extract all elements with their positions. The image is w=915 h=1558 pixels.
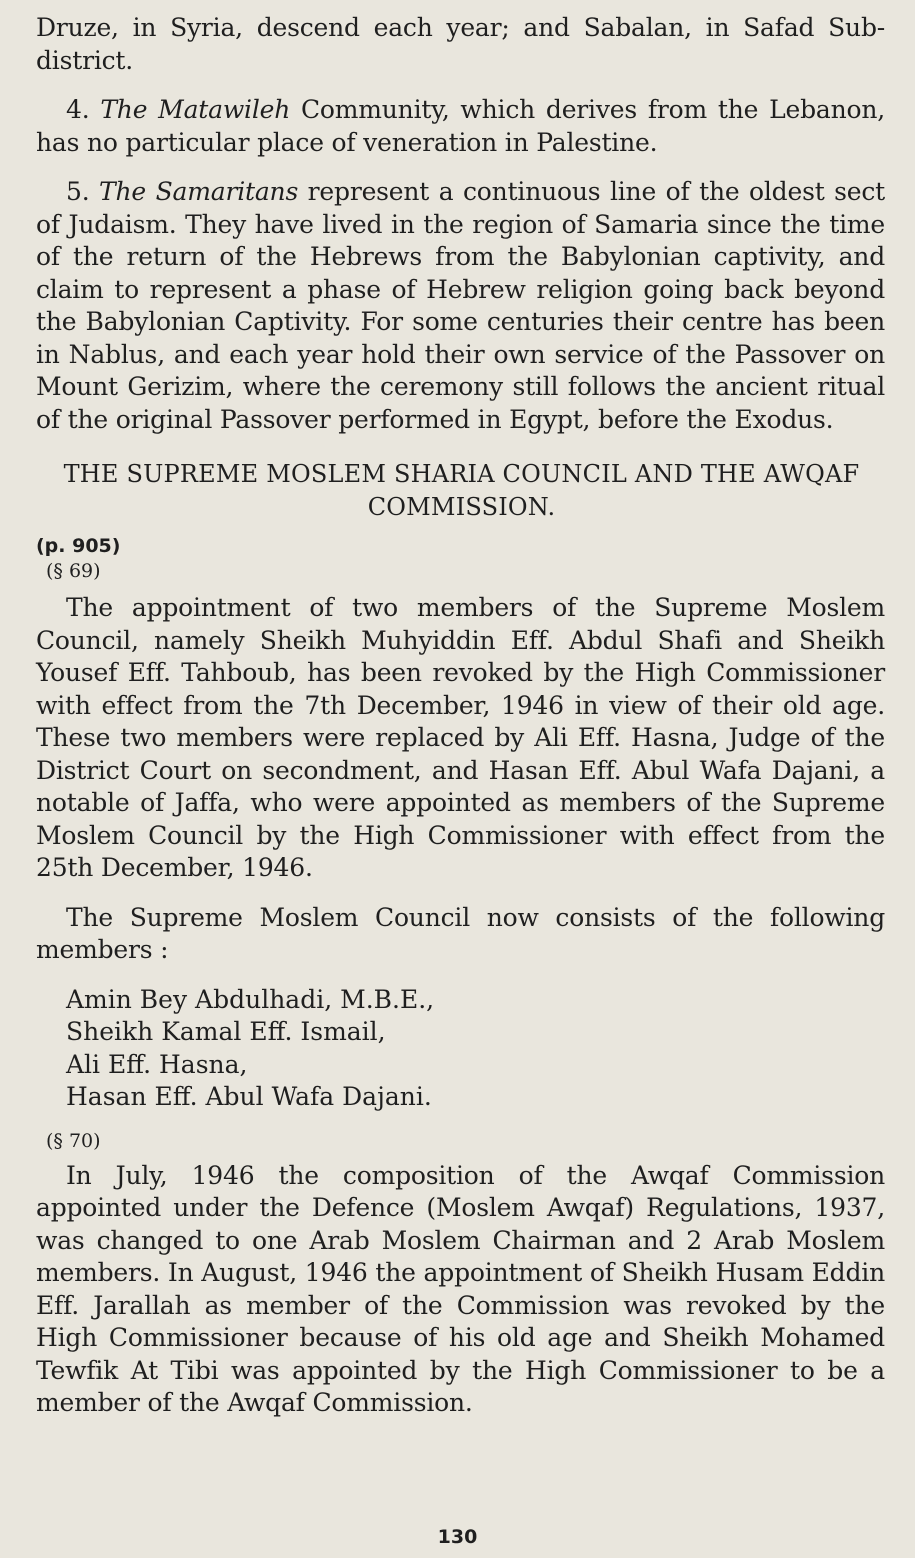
item-samaritans (36, 176, 885, 436)
council-paragraph: The appointment of two members of the Supreme Moslem Council, namely Sheikh Muhyiddin Eff. Abdul Shafi and Sheikh Yousef Eff. Tahboub, has been revoked by the High Commissioner with effect from the 7th December, 1946 in view of their old age. These two members were replaced by Ali Eff. Hasna, Judge of the District Court on secondment, and Hasan Eff. Abul Wafa Dajani, a notable of Jaffa, who were appointed as members of the Supreme Moslem Council by the High Commissioner with effect from the 25th December, 1946. (36, 593, 885, 882)
spacer (36, 77, 885, 94)
spacer (36, 967, 885, 984)
spacer (36, 436, 885, 458)
item-name: The Matawileh (100, 95, 291, 124)
item-text: represent a continuous line of the oldest sect of Judaism. They have lived in the region of Samaria since the time of the return of the Hebrews from the Babylonian captivity, and claim to represent a phase of Hebrew religion going back beyond the Babylonian Captivity. For some centuries their centre has been in Nablus, and each year hold their own service of the Passover on Mount Gerizim, where the ceremony still follows the ancient ritual of the original Passover performed in Egypt, before the Exodus. (36, 177, 886, 434)
awqaf-paragraph: In July, 1946 the composition of the Awqaf Commission appointed under the Defence (Moslem Awqaf) Regulations, 1937, was changed to one Arab Moslem Chairman and 2 Arab Moslem members. In August, 1946 the appointment of Sheikh Husam Eddin Eff. Jarallah as member of the Commission was revoked by the High Commissioner because of his old age and Sheikh Mohamed Tewfik At Tibi was appointed by the High Commissioner to be a member of the Awqaf Commission. (36, 1160, 885, 1417)
section-ref-70: (§ 70) (46, 1129, 101, 1152)
page-reference: (p. 905) (36, 535, 121, 557)
spacer (36, 584, 885, 592)
council-members-intro: The Supreme Moslem Council now consists of the following members : (36, 902, 885, 964)
intro-paragraph: Druze, in Syria, descend each year; and Sabalan, in Safad Sub-district. (36, 13, 885, 75)
item-number: 5. (66, 177, 90, 206)
page-number: 130 (437, 1526, 478, 1548)
item-matawileh (36, 94, 885, 159)
member-item: Sheikh Kamal Eff. Ismail, (66, 1017, 386, 1046)
section-ref-69: (§ 69) (46, 560, 101, 582)
spacer (36, 885, 885, 902)
item-number: 4. (66, 95, 90, 124)
spacer (36, 1114, 885, 1128)
member-list (36, 984, 885, 1114)
member-item: Hasan Eff. Abul Wafa Dajani. (66, 1082, 432, 1111)
member-item: Amin Bey Abdulhadi, M.B.E., (66, 984, 435, 1014)
item-name: The Samaritans (99, 177, 299, 206)
member-item: Ali Eff. Hasna, (66, 1049, 248, 1079)
item-text: Community, which derives from the Lebanon, has no particular place of veneration in Palestine. (36, 95, 885, 157)
spacer (36, 159, 885, 176)
section-heading: THE SUPREME MOSLEM SHARIA COUNCIL AND THE AWQAF COMMISSION. (63, 460, 860, 521)
